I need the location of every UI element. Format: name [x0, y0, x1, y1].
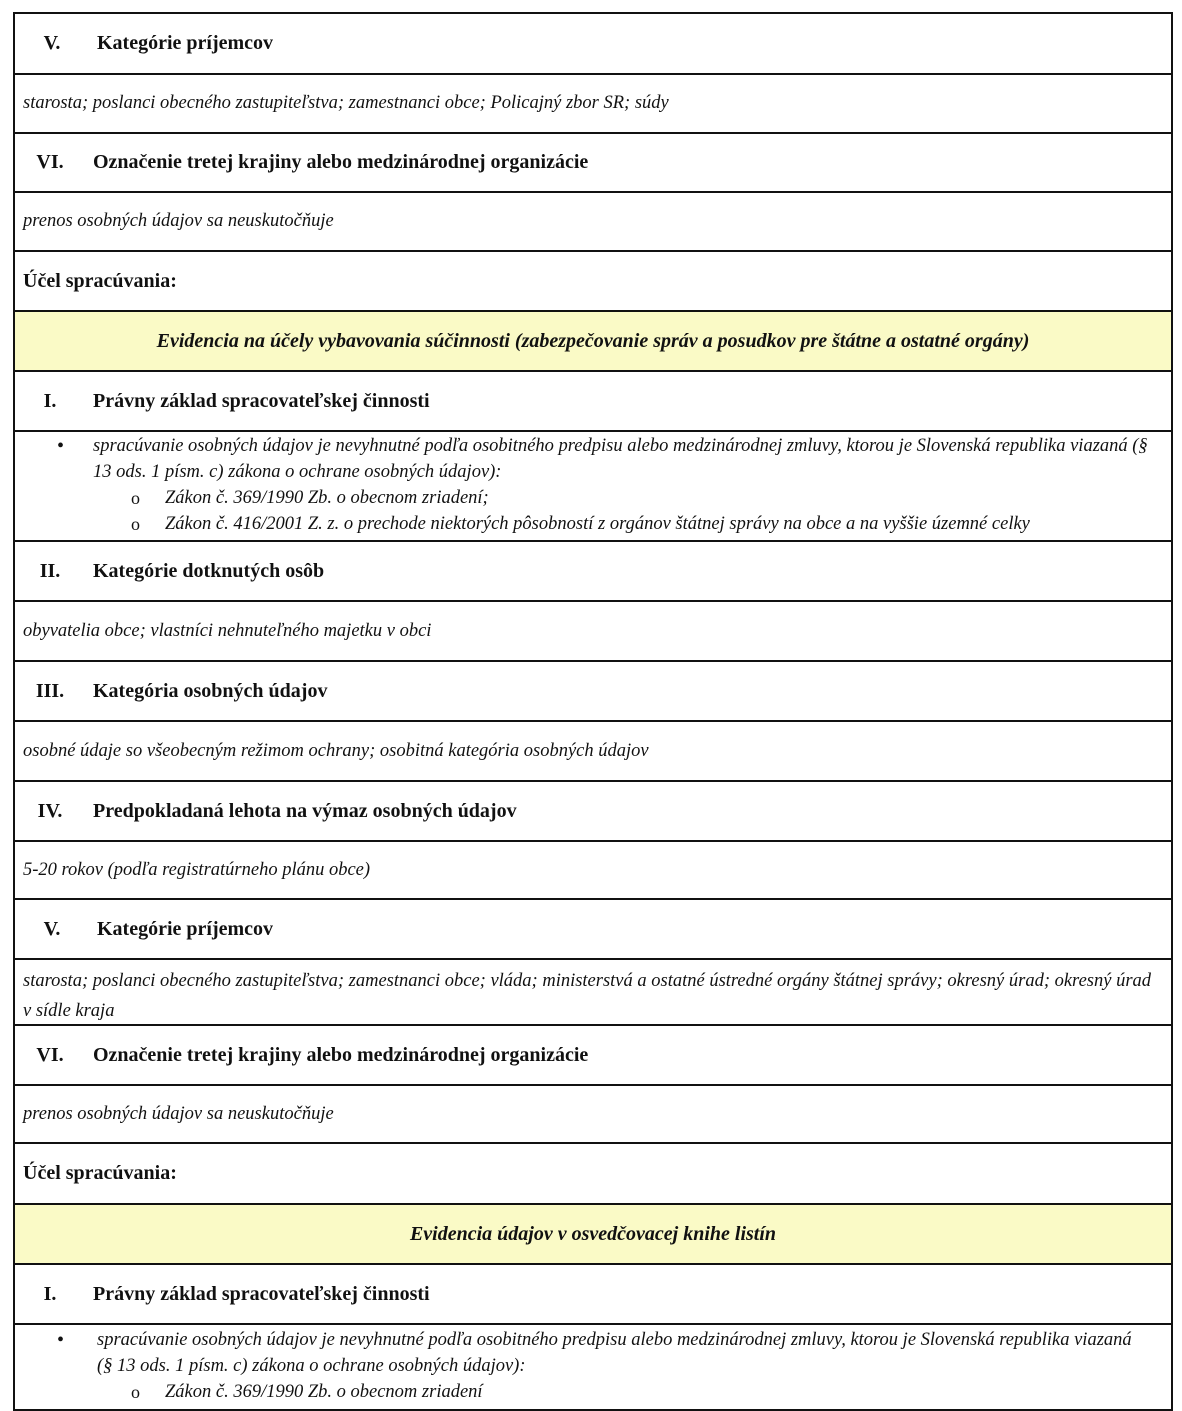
purpose-title: Evidencia na účely vybavovania súčinnosti (zabezpečovanie správ a posudkov pre štátne a ostatné orgány) — [13, 310, 1173, 370]
section-number: V. — [43, 917, 61, 940]
purpose-label: Účel spracúvania: — [13, 1142, 1173, 1203]
list-item — [15, 1327, 1171, 1379]
section-text: starosta; poslanci obecného zastupiteľstva; zamestnanci obce; Policajný zbor SR; súdy — [13, 73, 1173, 132]
section-header-i — [13, 1263, 1173, 1323]
section-title: Označenie tretej krajiny alebo medzinárodnej organizácie — [93, 1043, 589, 1066]
section-title: Kategórie príjemcov — [97, 32, 274, 54]
section-text: starosta; poslanci obecného zastupiteľstva; zamestnanci obce; vláda; ministerstvá a ostatné ústredné orgány štátnej správy; okresný úrad; okresný úrad v sídle kraja — [13, 958, 1173, 1024]
sub-list-item — [15, 485, 1171, 511]
sub-list-item-text: Zákon č. 416/2001 Z. z. o prechode niektorých pôsobností z orgánov štátnej správy na obce a na vyššie územné celky — [165, 514, 1030, 534]
section-number: I. — [43, 1282, 57, 1305]
section-text: prenos osobných údajov sa neuskutočňuje — [13, 191, 1173, 250]
section-header-v — [13, 898, 1173, 958]
section-title: Právny základ spracovateľskej činnosti — [93, 389, 430, 412]
section-number: IV. — [37, 799, 63, 822]
section-header-ii — [13, 540, 1173, 600]
section-header-vi — [13, 1024, 1173, 1084]
purpose-label: Účel spracúvania: — [13, 250, 1173, 310]
legal-basis-list — [13, 1323, 1173, 1411]
sub-list-item — [15, 1379, 1171, 1405]
document-table — [13, 12, 1173, 1411]
bullet-icon: • — [57, 1329, 65, 1351]
section-title: Kategórie dotknutých osôb — [93, 559, 325, 582]
section-title: Predpokladaná lehota na výmaz osobných údajov — [93, 799, 517, 822]
list-item — [15, 433, 1171, 485]
section-number: I. — [43, 389, 57, 412]
purpose-title: Evidencia údajov v osvedčovacej knihe listín — [13, 1203, 1173, 1263]
section-title: Právny základ spracovateľskej činnosti — [93, 1282, 430, 1305]
sub-list-item-text: Zákon č. 369/1990 Zb. o obecnom zriadení — [165, 1382, 483, 1402]
section-number: VI. — [36, 1043, 64, 1066]
section-title: Označenie tretej krajiny alebo medzinárodnej organizácie — [93, 151, 589, 173]
section-header-i — [13, 370, 1173, 430]
circle-bullet-icon: o — [131, 514, 140, 534]
section-number: VI. — [36, 151, 64, 173]
section-number: V. — [43, 32, 61, 54]
section-header-iii — [13, 660, 1173, 720]
legal-basis-list — [13, 430, 1173, 540]
circle-bullet-icon: o — [131, 1382, 140, 1402]
list-item-text: spracúvanie osobných údajov je nevyhnutné podľa osobitného predpisu alebo medzinárodnej zmluvy, ktorou je Slovenská republika viazaná (§ 13 ods. 1 písm. c) zákona o ochrane osobných údajov): — [93, 436, 1148, 482]
section-header-v — [13, 12, 1173, 73]
section-number: II. — [39, 559, 61, 582]
section-title: Kategórie príjemcov — [97, 917, 274, 940]
bullet-icon: • — [57, 435, 65, 457]
section-title: Kategória osobných údajov — [93, 679, 328, 702]
section-text: obyvatelia obce; vlastníci nehnuteľného majetku v obci — [13, 600, 1173, 660]
sub-list-item — [15, 511, 1171, 537]
circle-bullet-icon: o — [131, 488, 140, 508]
section-text: 5-20 rokov (podľa registratúrneho plánu obce) — [13, 840, 1173, 898]
sub-list-item-text: Zákon č. 369/1990 Zb. o obecnom zriadení; — [165, 488, 489, 508]
list-item-text: spracúvanie osobných údajov je nevyhnutné podľa osobitného predpisu alebo medzinárodnej zmluvy, ktorou je Slovenská republika viazaná (§ 13 ods. 1 písm. c) zákona o ochrane osobných údajov): — [97, 1330, 1132, 1376]
section-number: III. — [35, 679, 65, 702]
section-text: osobné údaje so všeobecným režimom ochrany; osobitná kategória osobných údajov — [13, 720, 1173, 780]
section-text: prenos osobných údajov sa neuskutočňuje — [13, 1084, 1173, 1142]
section-header-vi — [13, 132, 1173, 191]
section-header-iv — [13, 780, 1173, 840]
